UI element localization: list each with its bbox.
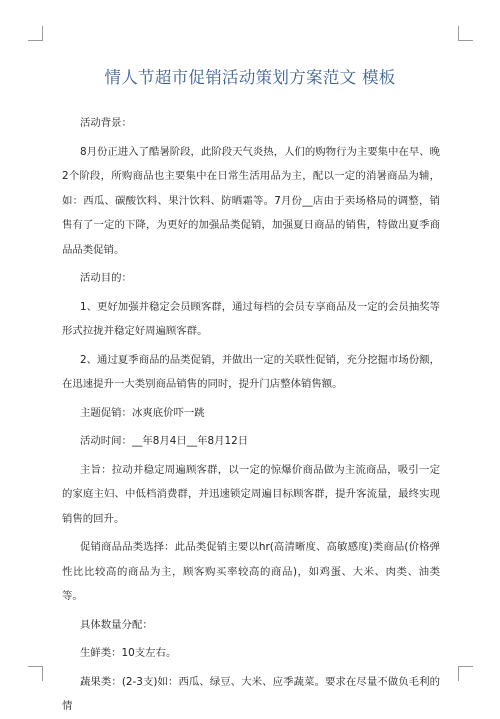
paragraph-background-heading: 活动背景： (80, 117, 132, 129)
page-corner-mark-top-left (28, 26, 43, 41)
paragraph-theme: 主题促销：冰爽底价吓一跳 (80, 406, 205, 419)
page-corner-mark-bottom-right (458, 666, 473, 681)
paragraph-purpose-2: 2、通过夏季商品的品类促销，并做出一定的关联性促销，充分挖掘市场份额，在迅速提升一大类别商品销售的同时，提升门店整体销售额。 (62, 353, 440, 390)
paragraph-quantity-heading: 具体数量分配： (80, 618, 153, 631)
paragraph-purpose-1: 1、更好加强并稳定会员顾客群，通过每档的会员专享商品及一定的会员抽奖等形式拉拢并稳定好周遍顾客群。 (62, 300, 440, 337)
paragraph-time: 活动时间：__年8月4日__年8月12日 (80, 435, 249, 447)
paragraph-purport: 主旨：拉动并稳定周遍顾客群，以一定的惊爆价商品做为主流商品，吸引一定的家庭主妇、中低档消费群，并迅速锁定周遍目标顾客群，提升客流量，最终实现销售的回升。 (62, 463, 440, 525)
page-corner-mark-bottom-left (28, 666, 43, 681)
paragraph-purpose-heading: 活动目的： (80, 272, 132, 284)
paragraph-category-selection: 促销商品品类选择：此品类促销主要以hr(高清晰度、高敏感度)类商品(价格弹性比比较高的商品为主，顾客购买率较高的商品)，如鸡蛋、大米、肉类、油类等。 (62, 541, 440, 602)
document-body (62, 111, 440, 719)
paragraph-vegetables: 蔬果类：(2-3支)如：西瓜、绿豆、大米、应季蔬菜。要求在尽量不做负毛利的情 (62, 675, 440, 712)
document-title: 情人节超市促销活动策划方案范文 模板 (104, 68, 396, 87)
paragraph-fresh: 生鲜类：10支左右。 (80, 647, 177, 659)
page-corner-mark-top-right (458, 26, 473, 41)
paragraph-background-text: 8月份正进入了酷暑阶段，此阶段天气炎热，人们的购物行为主要集中在早、晚2个阶段，所购商品也主要集中在日常生活用品为主，配以一定的消暑商品为辅，如：西瓜、碳酸饮料、果汁饮料、防晒霜等。7月份__店由于卖场格局的调整，销售有了一定的下降，为更好的加强品类促销，加强夏日商品的销售，特做出夏季商品品类促销。 (62, 145, 440, 256)
